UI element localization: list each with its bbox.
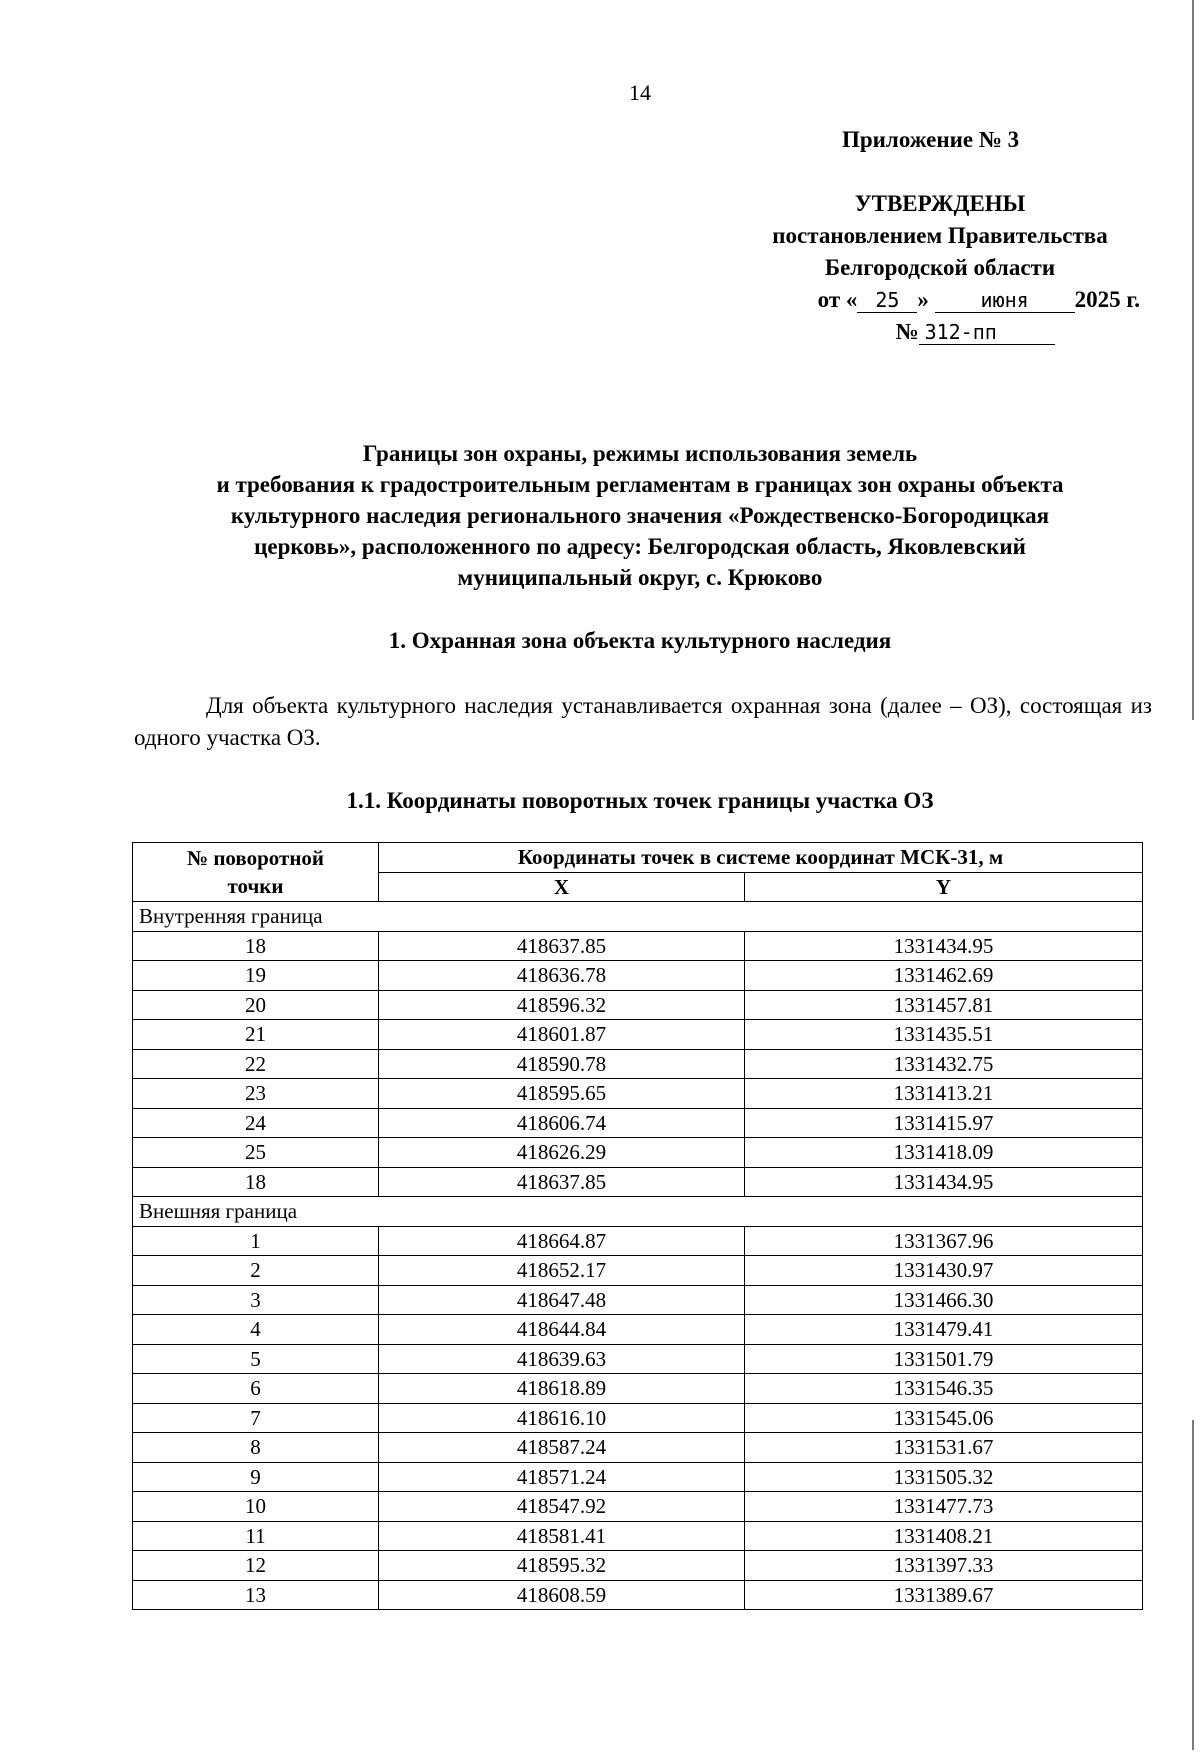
date-prefix: от « bbox=[817, 287, 858, 312]
cell-point: 11 bbox=[133, 1521, 379, 1551]
table-row bbox=[133, 1049, 1143, 1079]
approval-line-2: Белгородской области bbox=[824, 255, 1056, 280]
approval-title: УТВЕРЖДЕНЫ bbox=[854, 191, 1026, 216]
cell-y: 1331389.67 bbox=[745, 1580, 1143, 1610]
cell-point: 18 bbox=[133, 931, 379, 961]
cell-x: 418608.59 bbox=[379, 1580, 745, 1610]
date-year: 2025 г. bbox=[1074, 287, 1140, 312]
cell-point: 9 bbox=[133, 1462, 379, 1492]
cell-x: 418587.24 bbox=[379, 1433, 745, 1463]
cell-point: 22 bbox=[133, 1049, 379, 1079]
header-coords: Координаты точек в системе координат МСК-31, м bbox=[379, 843, 1143, 873]
table-row bbox=[133, 1256, 1143, 1286]
cell-y: 1331457.81 bbox=[745, 990, 1143, 1020]
cell-point: 19 bbox=[133, 961, 379, 991]
group-row bbox=[133, 1197, 1143, 1227]
cell-y: 1331531.67 bbox=[745, 1433, 1143, 1463]
table-body bbox=[133, 902, 1143, 1610]
cell-point: 20 bbox=[133, 990, 379, 1020]
cell-x: 418618.89 bbox=[379, 1374, 745, 1404]
cell-y: 1331479.41 bbox=[745, 1315, 1143, 1345]
cell-x: 418571.24 bbox=[379, 1462, 745, 1492]
cell-y: 1331408.21 bbox=[745, 1521, 1143, 1551]
table-row bbox=[133, 1433, 1143, 1463]
cell-x: 418590.78 bbox=[379, 1049, 745, 1079]
table-row bbox=[133, 931, 1143, 961]
header-point-line1: № поворотной bbox=[186, 846, 325, 870]
cell-y: 1331546.35 bbox=[745, 1374, 1143, 1404]
title-line: Границы зон охраны, режимы использования земель bbox=[362, 441, 918, 466]
number-prefix: № bbox=[895, 319, 919, 344]
cell-x: 418595.65 bbox=[379, 1079, 745, 1109]
document-number: 312-пп bbox=[919, 320, 1055, 345]
scan-edge-line bbox=[1192, 1420, 1194, 1750]
cell-x: 418647.48 bbox=[379, 1285, 745, 1315]
cell-y: 1331430.97 bbox=[745, 1256, 1143, 1286]
table-row bbox=[133, 1462, 1143, 1492]
page-number: 14 bbox=[629, 80, 651, 105]
cell-x: 418596.32 bbox=[379, 990, 745, 1020]
header-x: X bbox=[379, 872, 745, 902]
title-line: церковь», расположенного по адресу: Белгородская область, Яковлевский bbox=[254, 534, 1026, 559]
table-row bbox=[133, 1344, 1143, 1374]
table-row bbox=[133, 1551, 1143, 1581]
cell-point: 7 bbox=[133, 1403, 379, 1433]
table-row bbox=[133, 990, 1143, 1020]
date-day: 25 bbox=[857, 288, 917, 313]
cell-y: 1331367.96 bbox=[745, 1226, 1143, 1256]
cell-x: 418652.17 bbox=[379, 1256, 745, 1286]
title-line: культурного наследия регионального значения «Рождественско-Богородицкая bbox=[230, 503, 1050, 528]
table-row bbox=[133, 1580, 1143, 1610]
cell-x: 418637.85 bbox=[379, 931, 745, 961]
group-row bbox=[133, 902, 1143, 932]
cell-y: 1331432.75 bbox=[745, 1049, 1143, 1079]
header-point bbox=[133, 843, 379, 902]
table-row bbox=[133, 961, 1143, 991]
cell-x: 418595.32 bbox=[379, 1551, 745, 1581]
coordinates-table bbox=[132, 842, 1143, 1610]
cell-point: 6 bbox=[133, 1374, 379, 1404]
cell-point: 18 bbox=[133, 1167, 379, 1197]
cell-y: 1331413.21 bbox=[745, 1079, 1143, 1109]
cell-x: 418547.92 bbox=[379, 1492, 745, 1522]
cell-y: 1331397.33 bbox=[745, 1551, 1143, 1581]
cell-point: 21 bbox=[133, 1020, 379, 1050]
cell-x: 418664.87 bbox=[379, 1226, 745, 1256]
cell-y: 1331418.09 bbox=[745, 1138, 1143, 1168]
header-y: Y bbox=[745, 872, 1143, 902]
cell-y: 1331434.95 bbox=[745, 1167, 1143, 1197]
cell-point: 13 bbox=[133, 1580, 379, 1610]
title-line: и требования к градостроительным регламентам в границах зон охраны объекта bbox=[216, 472, 1064, 497]
approval-date bbox=[730, 284, 1150, 316]
document-title bbox=[120, 438, 1160, 593]
table-row bbox=[133, 1226, 1143, 1256]
appendix-label: Приложение № 3 bbox=[842, 127, 1020, 152]
group-label: Внешняя граница bbox=[133, 1197, 1143, 1227]
date-mid: » bbox=[917, 287, 929, 312]
cell-y: 1331415.97 bbox=[745, 1108, 1143, 1138]
table-row bbox=[133, 1167, 1143, 1197]
cell-point: 25 bbox=[133, 1138, 379, 1168]
approval-block bbox=[730, 188, 1150, 348]
table-row bbox=[133, 1521, 1143, 1551]
cell-y: 1331545.06 bbox=[745, 1403, 1143, 1433]
title-line: муниципальный округ, с. Крюково bbox=[457, 565, 823, 590]
cell-x: 418581.41 bbox=[379, 1521, 745, 1551]
table-row bbox=[133, 1108, 1143, 1138]
cell-point: 5 bbox=[133, 1344, 379, 1374]
table-row bbox=[133, 1138, 1143, 1168]
scan-edge-line bbox=[1192, 0, 1194, 720]
table-row bbox=[133, 1403, 1143, 1433]
header-point-line2: точки bbox=[227, 874, 284, 898]
cell-y: 1331434.95 bbox=[745, 931, 1143, 961]
cell-y: 1331435.51 bbox=[745, 1020, 1143, 1050]
cell-x: 418626.29 bbox=[379, 1138, 745, 1168]
subsection-heading: 1.1. Координаты поворотных точек границы участка ОЗ bbox=[346, 788, 934, 813]
cell-point: 8 bbox=[133, 1433, 379, 1463]
cell-y: 1331477.73 bbox=[745, 1492, 1143, 1522]
table-row bbox=[133, 1374, 1143, 1404]
cell-x: 418601.87 bbox=[379, 1020, 745, 1050]
cell-point: 23 bbox=[133, 1079, 379, 1109]
table-row bbox=[133, 1079, 1143, 1109]
cell-point: 2 bbox=[133, 1256, 379, 1286]
cell-y: 1331462.69 bbox=[745, 961, 1143, 991]
section-1-paragraph: Для объекта культурного наследия устанавливается охранная зона (далее – ОЗ), состоящая из одного участка ОЗ. bbox=[134, 693, 1152, 750]
cell-x: 418639.63 bbox=[379, 1344, 745, 1374]
cell-y: 1331466.30 bbox=[745, 1285, 1143, 1315]
cell-point: 12 bbox=[133, 1551, 379, 1581]
approval-line-1: постановлением Правительства bbox=[772, 223, 1108, 248]
cell-x: 418606.74 bbox=[379, 1108, 745, 1138]
section-1-heading: 1. Охранная зона объекта культурного наследия bbox=[388, 628, 892, 653]
cell-x: 418644.84 bbox=[379, 1315, 745, 1345]
cell-x: 418636.78 bbox=[379, 961, 745, 991]
cell-point: 24 bbox=[133, 1108, 379, 1138]
date-month: июня bbox=[935, 288, 1075, 313]
cell-x: 418616.10 bbox=[379, 1403, 745, 1433]
cell-y: 1331501.79 bbox=[745, 1344, 1143, 1374]
cell-point: 10 bbox=[133, 1492, 379, 1522]
cell-point: 1 bbox=[133, 1226, 379, 1256]
cell-x: 418637.85 bbox=[379, 1167, 745, 1197]
table-row bbox=[133, 1285, 1143, 1315]
table-row bbox=[133, 1020, 1143, 1050]
group-label: Внутренняя граница bbox=[133, 902, 1143, 932]
cell-point: 3 bbox=[133, 1285, 379, 1315]
table-row bbox=[133, 1492, 1143, 1522]
approval-number bbox=[730, 316, 1150, 348]
cell-y: 1331505.32 bbox=[745, 1462, 1143, 1492]
cell-point: 4 bbox=[133, 1315, 379, 1345]
table-row bbox=[133, 1315, 1143, 1345]
